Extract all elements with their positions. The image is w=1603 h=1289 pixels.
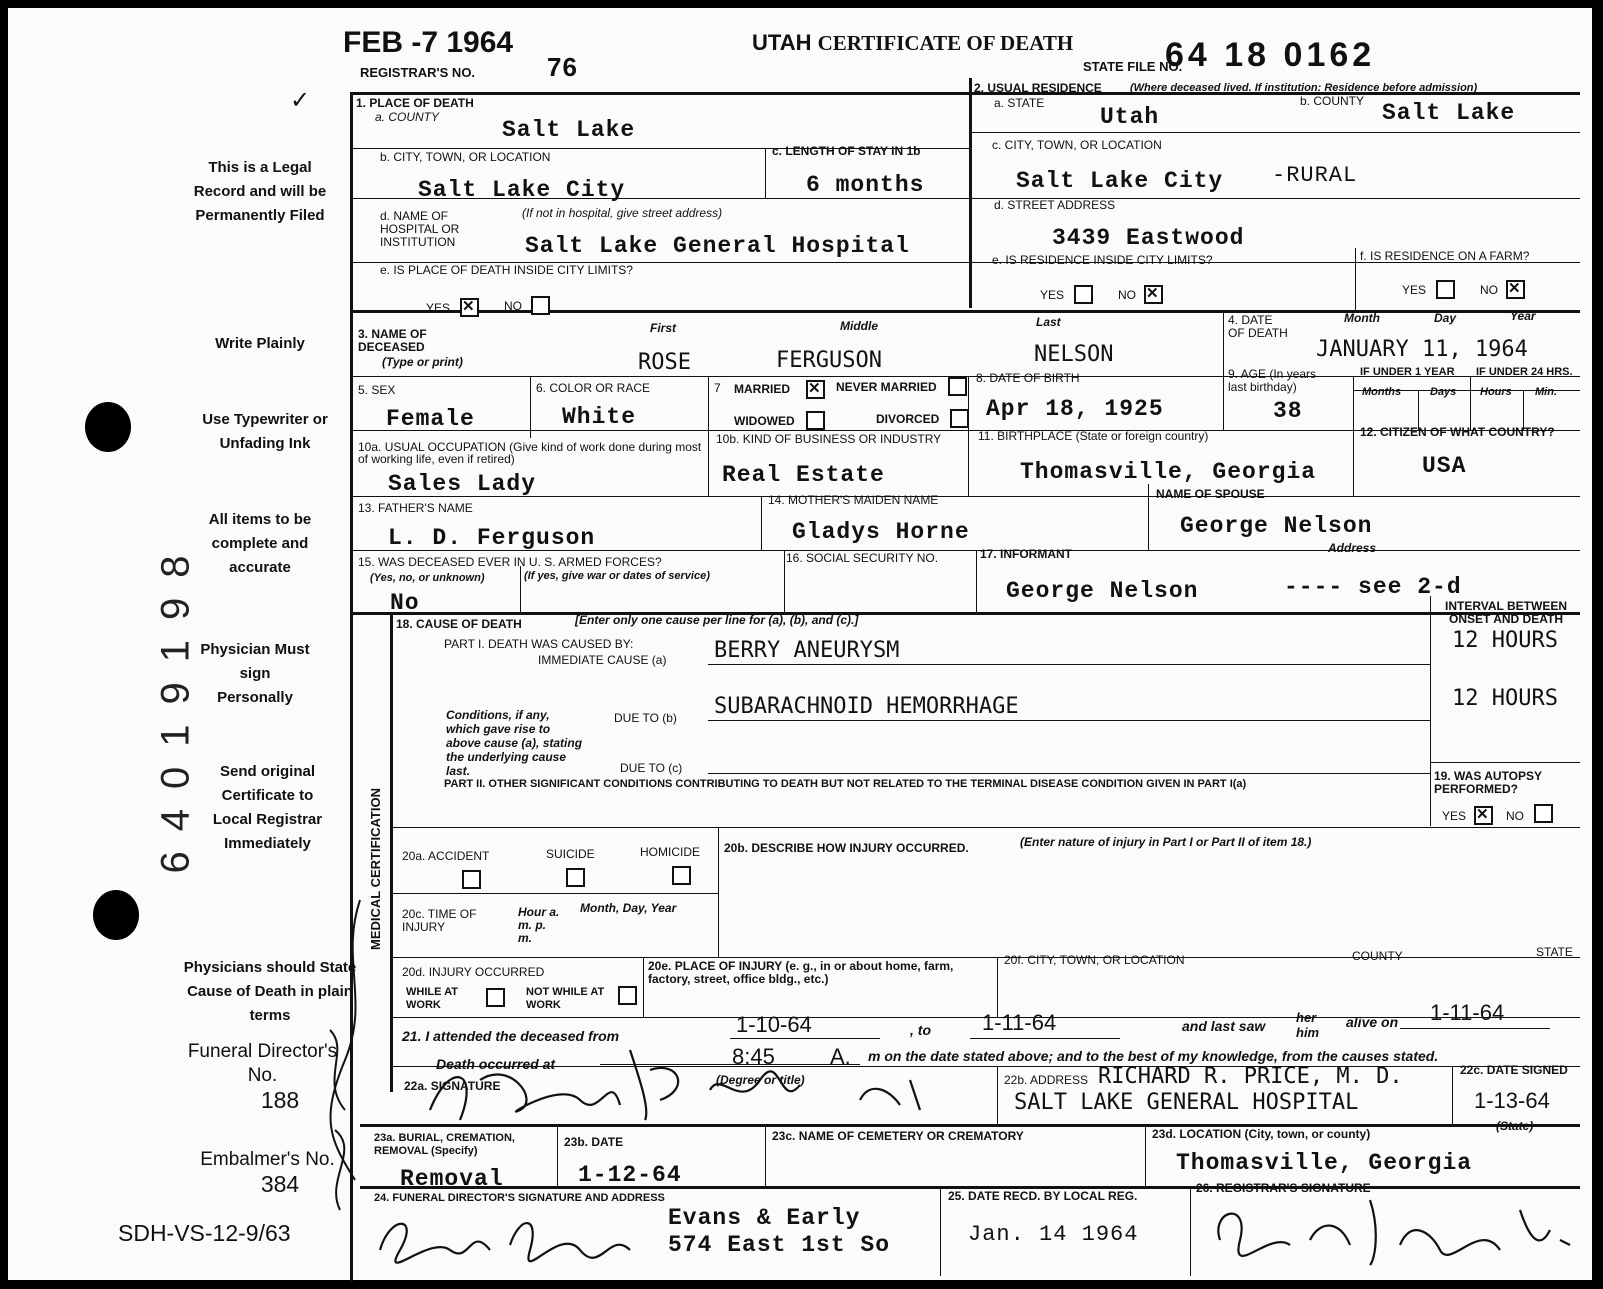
first-label: First [650,321,677,335]
race: White [562,404,637,430]
rule [1190,1186,1191,1276]
divorced-checkbox[interactable] [950,409,969,428]
due-to-c-label: DUE TO (c) [620,761,683,775]
citizen: USA [1422,453,1467,479]
embalmer-no: 384 [260,1171,300,1197]
autopsy-no-label: NO [1506,809,1524,823]
armed-forces-label: 15. WAS DECEASED EVER IN U. S. ARMED FORCES? [358,555,662,569]
rule [557,1124,558,1186]
res-inside-no-checkbox[interactable] [1144,285,1163,304]
res-city: Salt Lake City [1016,168,1224,194]
rule [708,664,1430,665]
physician-name: RICHARD R. PRICE, M. D. [1098,1064,1403,1089]
under-24-hrs-label: IF UNDER 24 HRS. [1476,366,1573,378]
res-street-label: d. STREET ADDRESS [994,198,1116,212]
injury-city-label: 20f. CITY, TOWN, OR LOCATION [1004,953,1185,967]
rule [997,1066,998,1124]
rule [1400,1028,1550,1029]
time-of-injury-label: 20c. TIME OF INJURY [402,907,477,934]
rule [997,957,998,1017]
hospital-label: d. NAME OF HOSPITAL OR INSTITUTION [380,209,460,249]
age-label: 9. AGE (In years last birthday) [1228,367,1317,394]
part1-label: PART I. DEATH WAS CAUSED BY: [444,637,634,651]
side-typewriter-note: Use Typewriter or Unfading Ink [202,411,328,452]
autopsy-yes-label: YES [1442,809,1467,823]
immediate-cause: BERRY ANEURYSM [714,638,900,663]
rule [390,827,1580,828]
dob-label: 8. DATE OF BIRTH [976,371,1080,385]
under-1-year-label: IF UNDER 1 YEAR [1360,366,1455,378]
alive-on: 1-11-64 [1430,1000,1505,1025]
father-name: L. D. Ferguson [388,525,596,551]
medical-certification-label: MEDICAL CERTIFICATION [368,787,383,950]
state-file-label: STATE FILE NO. [1083,59,1183,74]
punch-hole-top [85,402,131,452]
rule [708,430,709,496]
registrar-sig-label: 26. REGISTRAR'S SIGNATURE [1196,1181,1371,1195]
first-name: ROSE [638,350,691,375]
res-farm-no-label: NO [1480,283,1498,297]
day-label: Day [1434,311,1457,325]
burial-type: Removal [400,1166,504,1192]
death-occurred-label: Death occurred at [436,1056,556,1072]
birthplace-label: 11. BIRTHPLACE (State or foreign country) [978,429,1209,443]
accident-checkbox[interactable] [462,870,481,889]
type-note: (Type or print) [382,355,463,369]
days-label: Days [1430,386,1457,398]
registrar-no: 76 [547,52,578,82]
age: 38 [1273,398,1303,424]
rule [1355,248,1356,310]
physician-address-label: 22b. ADDRESS [1004,1073,1089,1087]
rule [765,1124,766,1186]
not-while-at-work-checkbox[interactable] [618,986,637,1005]
last-name: NELSON [1034,342,1114,367]
birthplace: Thomasville, Georgia [1020,459,1317,485]
rule [1523,390,1524,430]
divorced-label: DIVORCED [876,412,940,426]
attended-label: 21. I attended the deceased from [402,1028,620,1044]
homicide-checkbox[interactable] [672,866,691,885]
rule [350,612,1580,615]
describe-injury-label: 20b. DESCRIBE HOW INJURY OCCURRED. [724,841,969,855]
side-physicians-state: Physicians should State Cause of Death in plain terms [183,959,357,1024]
vertical-file-number [153,535,198,874]
title-main: CERTIFICATE OF DEATH [817,31,1074,55]
rule [1418,390,1419,430]
page-title [752,30,1073,56]
physician-signature [420,1040,980,1130]
armed-note: (Yes, no, or unknown) [370,572,485,584]
month-label: Month [1344,311,1380,325]
form-number: SDH-VS-12-9/63 [118,1220,291,1246]
res-farm-label: f. IS RESIDENCE ON A FARM? [1360,249,1530,263]
death-inside-yes-checkbox[interactable] [460,298,479,317]
rule [708,376,709,438]
rule [718,827,719,957]
burial-date-label: 23b. DATE [564,1135,624,1149]
alive-on-label: alive on [1346,1014,1399,1030]
rule [970,1038,1120,1039]
sex-label: 5. SEX [358,383,396,397]
form-left-border [350,92,353,1282]
funeral-director-label: Funeral Director's No. [187,1041,338,1086]
rule [1145,1124,1146,1186]
rule [530,376,531,438]
punch-hole-bottom [93,890,139,940]
date-received: Jan. 14 1964 [968,1222,1139,1247]
war-note: (If yes, give war or dates of service) [524,570,710,582]
stay-label: c. LENGTH OF STAY IN 1b [772,144,921,158]
rule [968,376,969,496]
death-inside-no-checkbox[interactable] [531,296,550,315]
death-county-label: a. COUNTY [375,110,440,124]
cemetery-label: 23c. NAME OF CEMETERY OR CREMATORY [772,1129,1024,1143]
cause-note: [Enter only one cause per line for (a), (b), and (c).] [575,613,859,627]
injury-state-label: STATE [1536,945,1573,959]
married-checkbox[interactable] [806,380,825,399]
informant-address-label: Address [1328,541,1377,555]
autopsy-yes-checkbox[interactable] [1474,806,1493,825]
rule [1430,762,1580,763]
interval-label: INTERVAL BETWEEN ONSET AND DEATH [1444,599,1567,626]
widowed-label: WIDOWED [734,414,795,428]
res-farm-yes-checkbox[interactable] [1436,280,1455,299]
death-time: 8:45 [732,1044,775,1069]
death-inside-no-label: NO [504,299,522,313]
registrar-signature [1200,1190,1580,1270]
while-at-work-checkbox[interactable] [486,988,505,1007]
side-legal-note: This is a Legal Record and will be Permanently Filed [193,159,327,224]
cause-label: 18. CAUSE OF DEATH [396,617,522,631]
residence-note: (Where deceased lived. If institution: Residence before admission) [1130,82,1478,94]
mother-label: 14. MOTHER'S MAIDEN NAME [768,493,939,507]
suicide-label: SUICIDE [546,847,595,861]
side-physician-sign: Physician Must sign Personally [200,641,310,706]
hour-label: Hour a. m. p. m. [518,905,560,945]
occupation: Sales Lady [388,471,537,497]
res-county: Salt Lake [1382,100,1516,126]
place-of-death-label: 1. PLACE OF DEATH [356,96,474,110]
res-state: Utah [1100,104,1160,130]
rule [969,132,1580,133]
mother-name: Gladys Horne [792,519,970,545]
title-state: UTAH [752,30,812,55]
res-inside-yes-label: YES [1040,288,1065,302]
inside-city-label: e. IS PLACE OF DEATH INSIDE CITY LIMITS? [380,263,633,277]
funeral-director-no: 188 [260,1087,300,1113]
burial-label: 23a. BURIAL, CREMATION, REMOVAL (Specify) [374,1132,515,1157]
spouse-name: George Nelson [1180,513,1373,539]
place-of-injury-label: 20e. PLACE OF INJURY (e. g., in or about home, farm, factory, street, office bldg., etc.) [648,959,954,986]
death-am: A. [830,1044,851,1069]
suicide-checkbox[interactable] [566,868,585,887]
year-label: Year [1510,309,1536,323]
res-inside-label: e. IS RESIDENCE INSIDE CITY LIMITS? [992,253,1213,267]
never-married-checkbox[interactable] [948,377,967,396]
informant-label: 17. INFORMANT [980,547,1073,561]
rule [643,957,644,1017]
res-street: 3439 Eastwood [1052,225,1245,251]
accident-label: 20a. ACCIDENT [402,849,490,863]
rule [708,773,1430,774]
rule [390,893,718,894]
res-inside-yes-checkbox[interactable] [1074,285,1093,304]
date-signed-label: 22c. DATE SIGNED [1460,1063,1568,1077]
while-at-work-label: WHILE AT WORK [406,986,458,1011]
attended-to: 1-11-64 [982,1010,1057,1035]
res-city-label: c. CITY, TOWN, OR LOCATION [992,138,1162,152]
rule [976,550,977,612]
middle-name: FERGUSON [776,348,882,373]
length-of-stay: 6 months [806,172,925,198]
rule [765,148,766,198]
medical-section-border [390,612,393,1092]
injury-county-label: COUNTY [1352,949,1403,963]
embalmer-label: Embalmer's No. [200,1149,335,1170]
funeral-home-address: 574 East 1st So [668,1232,891,1258]
side-write-plainly: Write Plainly [215,335,305,352]
marital-label: 7 [714,381,721,395]
min-label: Min. [1535,386,1557,398]
burial-state-label: (State) [1496,1119,1534,1133]
divider-place-residence [969,78,972,308]
rule [520,566,521,612]
date-of-birth: Apr 18, 1925 [986,396,1164,422]
attended-from: 1-10-64 [736,1012,812,1037]
date-signed: 1-13-64 [1474,1088,1550,1113]
rule [730,1038,880,1039]
side-send-original: Send original Certificate to Local Registrar Immediately [212,763,323,852]
signature-label: 22a. SIGNATURE [404,1079,501,1093]
homicide-label: HOMICIDE [640,845,700,859]
rule [1430,596,1431,826]
sex: Female [386,406,475,432]
death-city: Salt Lake City [418,177,626,203]
middle-label: Middle [840,319,878,333]
part2-label: PART II. OTHER SIGNIFICANT CONDITIONS CONTRIBUTING TO DEATH BUT NOT RELATED TO THE TERMINAL DISEASE CONDITION GIVEN IN PART I(a) [444,778,1247,790]
widowed-checkbox[interactable] [806,411,825,430]
interval-b: 12 HOURS [1452,686,1558,711]
hospital-note: (If not in hospital, give street address) [522,206,723,220]
burial-date: 1-12-64 [578,1162,682,1188]
rule [1470,376,1471,430]
due-to-b-label: DUE TO (b) [614,711,677,725]
date-received-label: 25. DATE RECD. BY LOCAL REG. [948,1189,1138,1203]
armed-forces: No [390,590,420,616]
deceased-name-label: 3. NAME OF DECEASED [358,327,427,354]
funeral-home-name: Evans & Early [668,1205,861,1231]
location-label: 23d. LOCATION (City, town, or county) [1152,1127,1371,1141]
spouse-label: NAME OF SPOUSE [1156,487,1265,501]
immediate-cause-label: IMMEDIATE CAUSE (a) [538,653,667,667]
rule [1353,376,1354,496]
death-inside-yes-label: YES [426,301,451,315]
last-saw-label: and last saw [1182,1018,1266,1034]
rule [1148,484,1149,550]
married-label: MARRIED [734,382,790,396]
informant-name: George Nelson [1006,578,1199,604]
to-label: , to [910,1022,931,1038]
funeral-director-sig-label: 24. FUNERAL DIRECTOR'S SIGNATURE AND ADDRESS [374,1192,665,1204]
check-mark-icon: ✓ [290,87,311,114]
death-city-label: b. CITY, TOWN, OR LOCATION [380,150,551,164]
filed-date-stamp: FEB -7 1964 [343,26,514,59]
not-while-at-work-label: NOT WHILE AT WORK [526,986,605,1011]
hospital-name: Salt Lake General Hospital [525,233,910,259]
months-label: Months [1362,386,1402,398]
residence-label: 2. USUAL RESIDENCE [974,81,1102,95]
conditions-note: Conditions, if any, which gave rise to above cause (a), stating the underlying cause last. [446,708,583,778]
degree-label: (Degree or title) [716,1073,805,1087]
res-county-label: b. COUNTY [1300,94,1365,108]
rule [761,496,762,550]
business: Real Estate [722,462,885,488]
rule [708,720,1430,721]
ssn-label: 16. SOCIAL SECURITY NO. [786,551,939,565]
physician-address: SALT LAKE GENERAL HOSPITAL [1014,1090,1359,1115]
res-farm-no-checkbox[interactable] [1506,280,1525,299]
rule [1223,310,1224,430]
vertical-file-number-text: 64019198 [153,535,198,874]
rule [1452,1066,1453,1124]
injury-occurred-label: 20d. INJURY OCCURRED [402,965,545,979]
describe-injury-note: (Enter nature of injury in Part I or Part II of item 18.) [1020,835,1312,849]
rule [784,550,785,612]
burial-location: Thomasville, Georgia [1176,1150,1473,1176]
mdy-label: Month, Day, Year [580,901,677,915]
her-him-label: her him [1296,1010,1320,1040]
race-label: 6. COLOR OR RACE [536,381,651,395]
funeral-director-signature [370,1205,660,1265]
occupation-label: 10a. USUAL OCCUPATION (Give kind of work done during most of working life, even if retired) [358,440,702,466]
side-complete-note: All items to be complete and accurate [208,511,312,576]
date-of-death-label: 4. DATE OF DEATH [1228,313,1288,340]
date-of-death: JANUARY 11, 1964 [1316,337,1528,362]
hours-label: Hours [1480,386,1512,398]
res-rural: -RURAL [1272,163,1358,188]
res-state-label: a. STATE [994,96,1045,110]
informant-address: ---- see 2-d [1284,574,1462,600]
due-to-b: SUBARACHNOID HEMORRHAGE [714,694,1019,719]
autopsy-no-checkbox[interactable] [1534,804,1553,823]
father-label: 13. FATHER'S NAME [358,501,473,515]
death-occurred-rest: m on the date stated above; and to the best of my knowledge, from the causes stated. [868,1048,1439,1064]
interval-a: 12 HOURS [1452,628,1558,653]
registrar-no-label: REGISTRAR'S NO. [360,65,476,80]
last-label: Last [1036,315,1061,329]
state-file-no: 64 18 0162 [1165,36,1376,74]
citizen-label: 12. CITIZEN OF WHAT COUNTRY? [1360,425,1555,439]
res-inside-no-label: NO [1118,288,1136,302]
death-county: Salt Lake [502,117,636,143]
business-label: 10b. KIND OF BUSINESS OR INDUSTRY [716,432,942,446]
res-farm-yes-label: YES [1402,283,1427,297]
rule [940,1186,941,1276]
never-married-label: NEVER MARRIED [836,380,937,394]
autopsy-label: 19. WAS AUTOPSY PERFORMED? [1434,769,1542,796]
